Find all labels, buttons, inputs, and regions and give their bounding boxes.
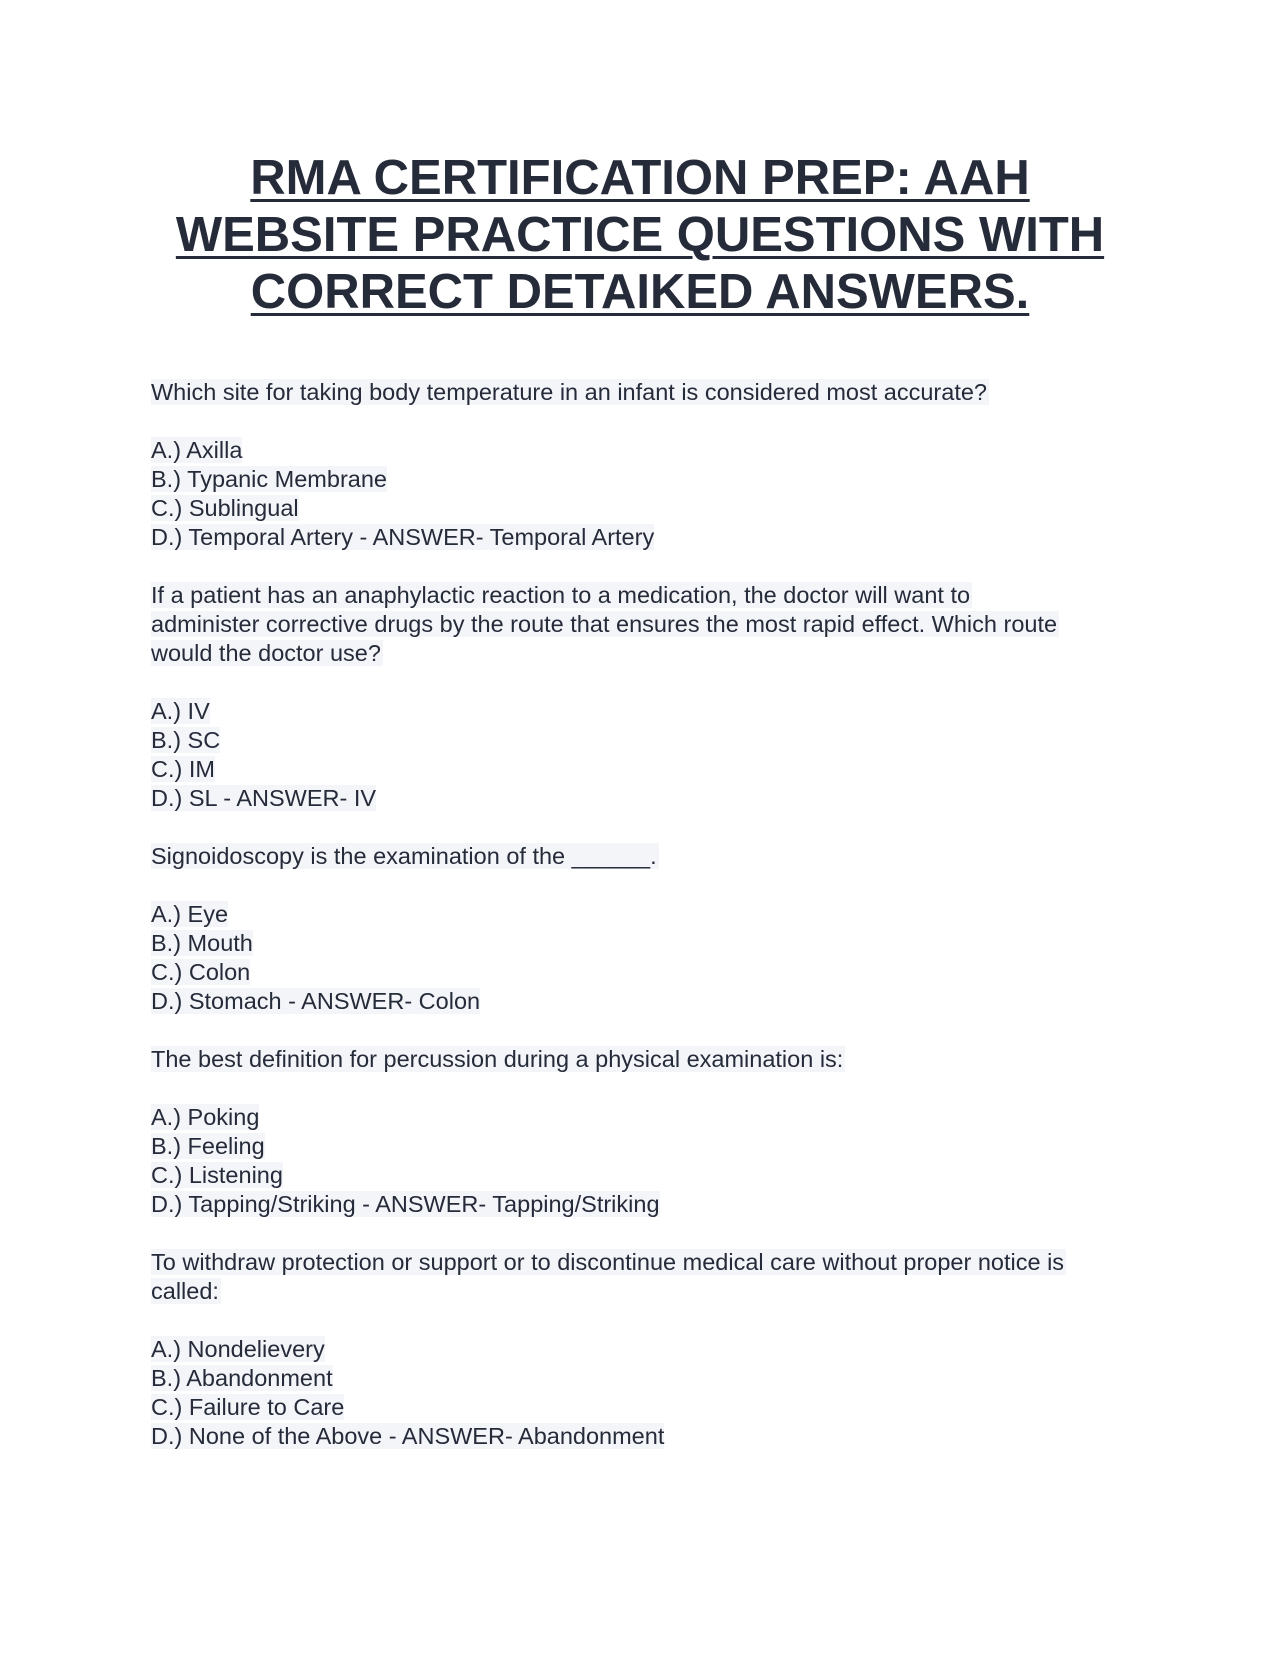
answer-option: B.) Typanic Membrane	[151, 466, 387, 492]
answer-option-with-answer: D.) Stomach - ANSWER- Colon	[151, 988, 481, 1014]
answer-option-with-answer: D.) Temporal Artery - ANSWER- Temporal Artery	[151, 524, 655, 550]
answer-options	[151, 697, 1141, 813]
title-line: CORRECT DETAIKED ANSWERS.	[250, 265, 1030, 319]
answer-option-with-answer: D.) Tapping/Striking - ANSWER- Tapping/Striking	[151, 1191, 660, 1217]
answer-option: C.) IM	[151, 756, 215, 782]
answer-option: B.) SC	[151, 727, 221, 753]
question-line: called:	[151, 1278, 219, 1304]
question-line: If a patient has an anaphylactic reaction to a medication, the doctor will want to	[151, 582, 971, 608]
answer-option-with-answer: D.) SL - ANSWER- IV	[151, 785, 377, 811]
question-block	[151, 378, 1141, 552]
question-block	[151, 581, 1141, 813]
title-line: RMA CERTIFICATION PREP: AAH	[250, 151, 1030, 205]
answer-option: A.) Poking	[151, 1104, 260, 1130]
document-title	[150, 150, 1130, 321]
answer-option: A.) Nondelievery	[151, 1336, 325, 1362]
question-block	[151, 1045, 1141, 1219]
answer-option: A.) IV	[151, 698, 210, 724]
answer-option: C.) Sublingual	[151, 495, 299, 521]
answer-option: B.) Abandonment	[151, 1365, 333, 1391]
question-text	[151, 581, 1141, 668]
answer-option: C.) Failure to Care	[151, 1394, 345, 1420]
answer-options	[151, 900, 1141, 1016]
answer-option: C.) Listening	[151, 1162, 283, 1188]
question-text	[151, 1045, 1141, 1074]
question-block	[151, 1248, 1141, 1451]
answer-option: A.) Eye	[151, 901, 229, 927]
answer-option-with-answer: D.) None of the Above - ANSWER- Abandonment	[151, 1423, 665, 1449]
answer-options	[151, 1103, 1141, 1219]
title-line: WEBSITE PRACTICE QUESTIONS WITH	[175, 208, 1105, 262]
question-line: To withdraw protection or support or to discontinue medical care without proper notice is	[151, 1249, 1065, 1275]
question-line: Signoidoscopy is the examination of the ______.	[151, 843, 657, 869]
answer-option: C.) Colon	[151, 959, 251, 985]
answer-options	[151, 436, 1141, 552]
question-text	[151, 378, 1141, 407]
answer-options	[151, 1335, 1141, 1451]
question-line: would the doctor use?	[151, 640, 381, 666]
question-text	[151, 842, 1141, 871]
question-line: administer corrective drugs by the route that ensures the most rapid effect. Which route	[151, 611, 1058, 637]
question-line: Which site for taking body temperature in an infant is considered most accurate?	[151, 379, 987, 405]
question-block	[151, 842, 1141, 1016]
question-line: The best definition for percussion during a physical examination is:	[151, 1046, 844, 1072]
answer-option: A.) Axilla	[151, 437, 243, 463]
question-text	[151, 1248, 1141, 1306]
answer-option: B.) Feeling	[151, 1133, 265, 1159]
question-list	[151, 378, 1141, 1451]
answer-option: B.) Mouth	[151, 930, 253, 956]
